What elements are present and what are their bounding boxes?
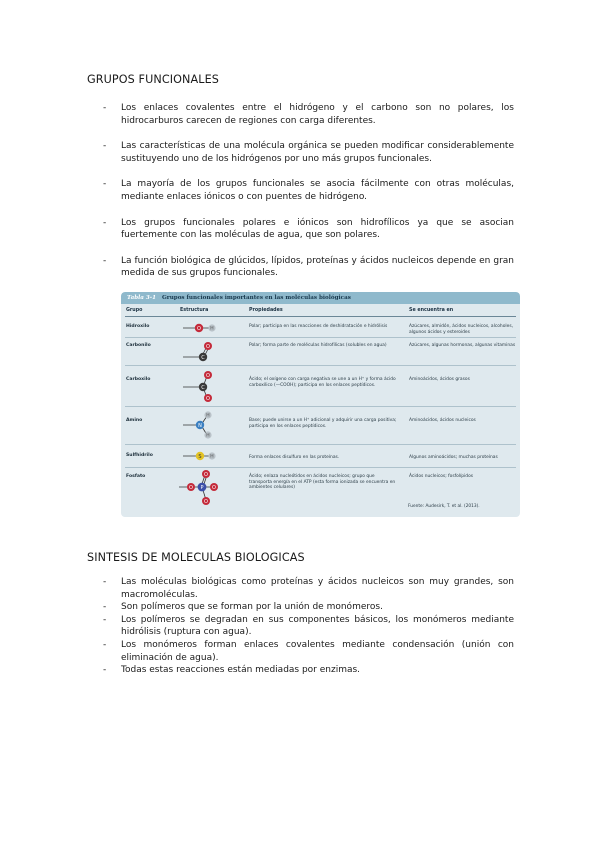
svg-text:C: C (201, 354, 205, 361)
list-item: - La función biológica de glúcidos, lípidos, proteínas y ácidos nucleicos depende en gran medida de sus grupos funcionales. (103, 255, 514, 280)
svg-text:S: S (198, 453, 202, 460)
sulfhydryl-structure-icon (183, 448, 223, 464)
list-item: - La mayoría de los grupos funcionales se asocia fácilmente con otras moléculas, mediante enlaces iónicos o con puentes de hidrógeno. (103, 178, 514, 203)
header-estructura: Estructura (180, 308, 209, 313)
row-sulfhidrilo-props: Forma enlaces disulfuro en las proteínas. (249, 455, 340, 460)
row-divider (125, 444, 516, 445)
svg-text:N: N (198, 422, 202, 429)
svg-text:H: H (210, 454, 214, 460)
list-item: - Las moléculas biológicas como proteínas y ácidos nucleicos son muy grandes, son macromoléculas. (103, 576, 514, 601)
section-title-sintesis: SINTESIS DE MOLECULAS BIOLOGICAS (87, 551, 305, 564)
row-fosfato-found: Ácidos nucleicos; fosfolípidos (409, 474, 474, 479)
row-divider (125, 337, 516, 338)
functional-groups-table (121, 292, 520, 517)
row-hidroxilo-found: Azúcares, almidón, ácidos nucleicos, alcoholes, algunos ácidos y esteroides (409, 324, 514, 335)
row-divider (125, 365, 516, 366)
svg-text:O: O (204, 498, 208, 505)
phosphate-structure-icon (179, 468, 229, 508)
row-hidroxilo-group: Hidroxilo (126, 324, 150, 329)
svg-text:H: H (210, 326, 214, 332)
row-carbonilo-props: Polar; forma parte de moléculas hidrofílicas (solubles en agua) (249, 343, 387, 348)
row-carboxilo-group: Carboxilo (126, 377, 151, 382)
section-title-grupos-funcionales: GRUPOS FUNCIONALES (87, 73, 219, 86)
table-source: Fuente: Audesirk, T. et al. (2013). (408, 504, 480, 509)
svg-text:O: O (189, 484, 193, 491)
list-item: - Los enlaces covalentes entre el hidrógeno y el carbono son no polares, los hidrocarburos carecen de regiones con carga diferentes. (103, 102, 514, 127)
svg-text:O: O (197, 325, 201, 332)
list-item: - Todas estas reacciones están mediadas por enzimas. (103, 664, 514, 677)
row-divider (125, 406, 516, 407)
row-carboxilo-props: Ácido; el oxígeno con carga negativa se une a un H⁺ y forma ácido carboxílico (—COOH); participa en los enlaces peptídicos. (249, 377, 396, 388)
header-rule (125, 316, 516, 317)
svg-text:P: P (200, 484, 204, 491)
svg-text:O: O (212, 484, 216, 491)
header-grupo: Grupo (126, 308, 143, 313)
svg-text:O: O (206, 343, 210, 350)
svg-text:O: O (204, 471, 208, 478)
header-se-encuentra-en: Se encuentra en (409, 308, 454, 313)
carbonyl-structure-icon (183, 339, 223, 363)
table-title: Grupos funcionales importantes en las moléculas biológicas (162, 295, 351, 301)
svg-text:C: C (201, 384, 205, 391)
row-amino-props: Base; puede unirse a un H⁺ adicional y adquirir una carga positiva; participa en los enlaces peptídicos. (249, 418, 397, 429)
carboxyl-structure-icon (183, 368, 223, 404)
row-fosfato-props: Ácido; enlaza nucleótidos en ácidos nucleicos; grupo que transporta energía en el ATP (esta forma ionizada se encuentra en ambientes celulares) (249, 474, 396, 491)
bullet-list-grupos (103, 102, 514, 280)
svg-text:O: O (206, 372, 210, 379)
row-sulfhidrilo-found: Algunos aminoácidos; muchas proteínas (409, 455, 498, 460)
list-item: - Los polímeros se degradan en sus componentes básicos, los monómeros mediante hidrólisis (ruptura con agua). (103, 614, 514, 639)
row-carboxilo-found: Aminoácidos, ácidos grasos (409, 377, 470, 382)
row-carbonilo-group: Carbonilo (126, 343, 151, 348)
list-item: - Las características de una molécula orgánica se pueden modificar considerablemente sustituyendo uno de los hidrógenos por uno más grupos funcionales. (103, 140, 514, 165)
row-carbonilo-found: Azúcares, algunas hormonas, algunas vitaminas (409, 343, 516, 348)
row-amino-found: Aminoácidos, ácidos nucleicos (409, 418, 476, 423)
bullet-list-sintesis (103, 576, 514, 677)
header-propiedades: Propiedades (249, 308, 283, 313)
row-sulfhidrilo-group: Sulfhidrilo (126, 453, 153, 458)
svg-text:H: H (206, 433, 210, 439)
list-item: - Los monómeros forman enlaces covalentes mediante condensación (unión con eliminación de agua). (103, 639, 514, 664)
row-hidroxilo-props: Polar; participa en las reacciones de deshidratación e hidrólisis (249, 324, 388, 329)
svg-text:O: O (206, 395, 210, 402)
row-amino-group: Amino (126, 418, 143, 423)
amino-structure-icon (183, 408, 223, 442)
row-fosfato-group: Fosfato (126, 474, 146, 479)
hydroxyl-structure-icon (183, 320, 223, 336)
list-item: - Son polímeros que se forman por la unión de monómeros. (103, 601, 514, 614)
table-number: Tabla 3-1 (127, 295, 156, 301)
svg-text:H: H (206, 413, 210, 419)
table-title-bar (121, 292, 520, 304)
list-item: - Los grupos funcionales polares e iónicos son hidrofílicos ya que se asocian fuertemente con las moléculas de agua, que son polares. (103, 217, 514, 242)
